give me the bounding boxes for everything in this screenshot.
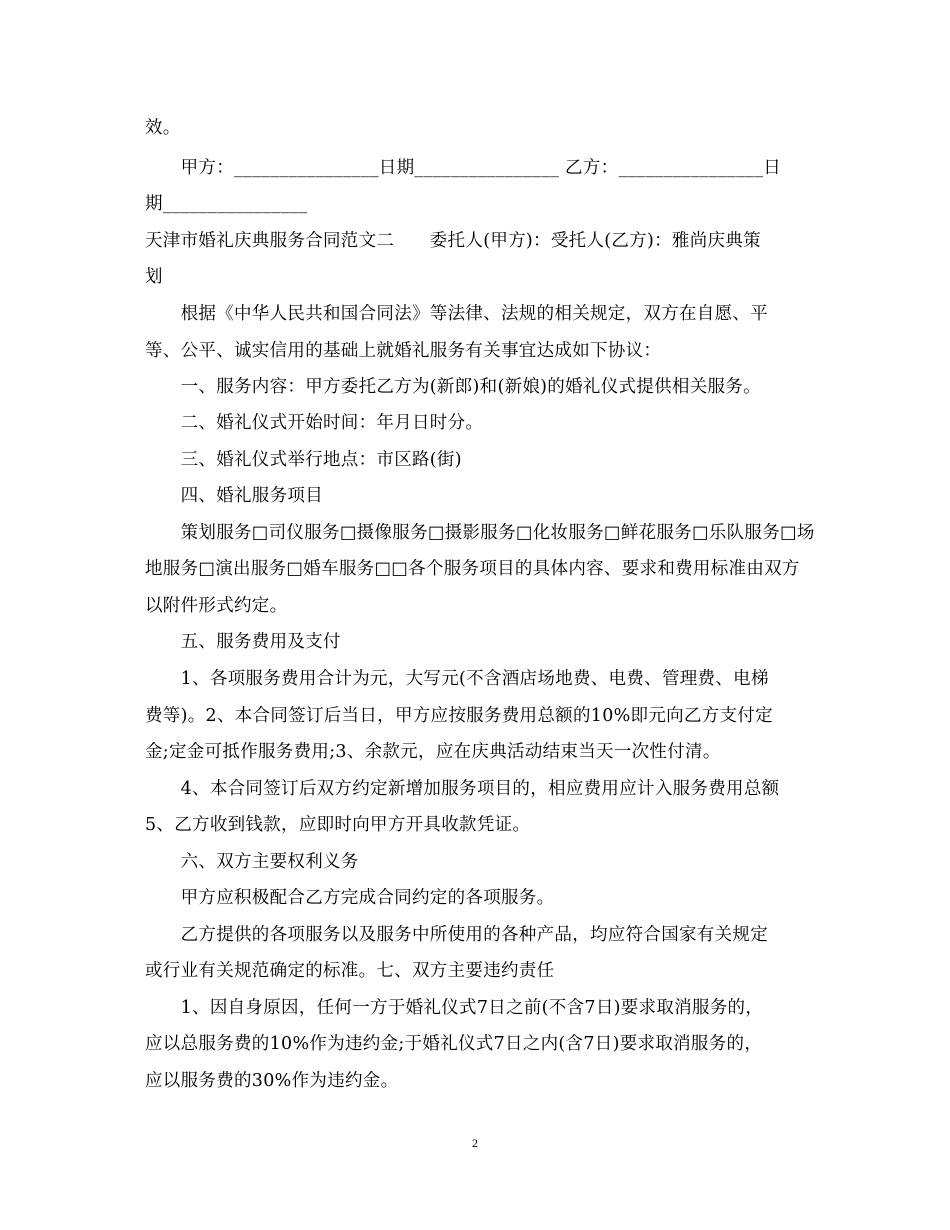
paragraph-line: 地服务□演出服务□婚车服务□□各个服务项目的具体内容、要求和费用标准由双方 (145, 559, 800, 579)
clause-1: 一、服务内容：甲方委托乙方为(新郎)和(新娘)的婚礼仪式提供相关服务。 (145, 377, 761, 397)
paragraph-line: 费等)。2、本合同签订后当日，甲方应按服务费用总额的10%即元向乙方支付定 (145, 706, 773, 726)
paragraph-line: 根据《中华人民共和国合同法》等法律、法规的相关规定，双方在自愿、平 (145, 304, 768, 324)
paragraph-line: 策划服务□司仪服务□摄像服务□摄影服务□化妆服务□鲜花服务□乐队服务□场 (145, 523, 815, 543)
paragraph-line: 应以服务费的30%作为违约金。 (145, 1071, 399, 1091)
paragraph-line: 甲方应积极配合乙方完成合同约定的各项服务。 (145, 888, 555, 908)
paragraph-line: 1、各项服务费用合计为元，大写元(不含酒店场地费、电费、管理费、电梯 (145, 669, 769, 689)
contract-title: 天津市婚礼庆典服务合同范文二 委托人(甲方)：受托人(乙方)：雅尚庆典策 (145, 231, 761, 251)
clause-4-heading: 四、婚礼服务项目 (145, 486, 323, 506)
paragraph-line: 4、本合同签订后双方约定新增加服务项目的，相应费用应计入服务费用总额 (145, 779, 780, 799)
page-number: 2 (472, 1136, 478, 1150)
paragraph-line: 1、因自身原因，任何一方于婚礼仪式7日之前(不含7日)要求取消服务的， (145, 998, 764, 1018)
clause-5-heading: 五、服务费用及支付 (145, 632, 341, 652)
paragraph-line: 或行业有关规范确定的标准。七、双方主要违约责任 (145, 961, 555, 981)
paragraph-line: 以附件形式约定。 (145, 596, 288, 616)
signature-line-cont: 期________________ (145, 194, 308, 214)
text-line: 效。 (145, 118, 181, 138)
paragraph-line: 5、乙方收到钱款，应即时向甲方开具收款凭证。 (145, 815, 531, 835)
clause-3: 三、婚礼仪式举行地点：市区路(街) (145, 450, 462, 470)
paragraph-line: 应以总服务费的10%作为违约金;于婚礼仪式7日之内(含7日)要求取消服务的， (145, 1034, 763, 1054)
signature-line: 甲方：________________日期________________ 乙方：________________日 (145, 158, 782, 178)
paragraph-line: 金;定金可抵作服务费用;3、余款元，应在庆典活动结束当天一次性付清。 (145, 742, 721, 762)
text-line: 划 (145, 267, 163, 287)
clause-2: 二、婚礼仪式开始时间：年月日时分。 (145, 413, 484, 433)
paragraph-line: 乙方提供的各项服务以及服务中所使用的各种产品，均应符合国家有关规定 (145, 925, 768, 945)
clause-6-heading: 六、双方主要权利义务 (145, 852, 359, 872)
paragraph-line: 等、公平、诚实信用的基础上就婚礼服务有关事宜达成如下协议： (145, 341, 662, 361)
